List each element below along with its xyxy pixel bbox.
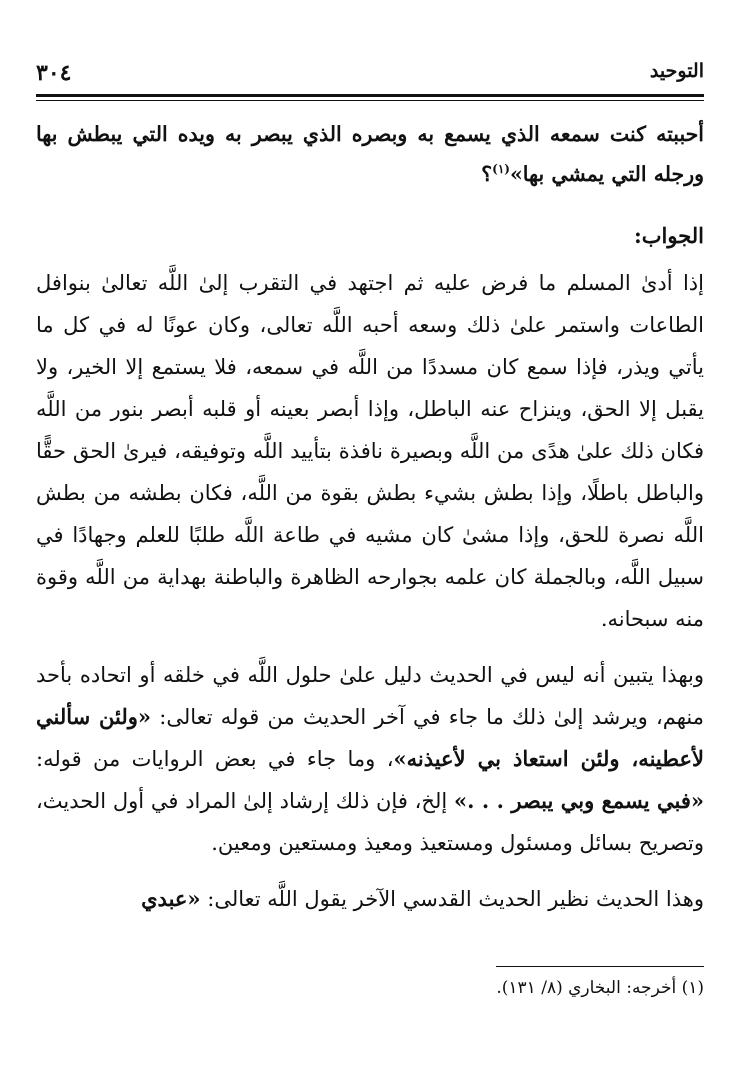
para2-mid: ، وما جاء في بعض الروايات من قوله: <box>36 747 394 771</box>
answer-paragraph-1: إذا أدىٰ المسلم ما فرض عليه ثم اجتهد في التقرب إلىٰ اللَّه تعالىٰ بنوافل الطاعات واستمر علىٰ ذلك وسعه أحبه اللَّه تعالى، وكان عونًا له في كل ما يأتي ويذر، فإذا سمع كان مسددًا من اللَّه في سمعه، فلا يستمع إلا الخير، ولا يقبل إلا الحق، وينزاح عنه الباطل، وإذا أبصر بعينه أو قلبه أبصر بنور من اللَّه فكان ذلك علىٰ هدًى من اللَّه وبصيرة نافذة بتأييد اللَّه وتوفيقه، فيرىٰ الحق حقًّا والباطل باطلًا، وإذا بطش بشيء بطش بقوة من اللَّه، فكان بطشه من بطش اللَّه نصرة للحق، وإذا مشىٰ كان مشيه في طاعة اللَّه طلبًا للعلم وجهادًا في سبيل اللَّه، وبالجملة كان علمه بجوارحه الظاهرة والباطنة بهداية من اللَّه وقوة منه سبحانه. <box>36 271 704 631</box>
header-rule-thin <box>36 100 704 101</box>
header-rule-thick <box>36 94 704 97</box>
para3-quote: «عبدي <box>141 886 201 911</box>
para3-text: وهذا الحديث نظير الحديث القدسي الآخر يقول اللَّه تعالى: <box>200 887 704 911</box>
para2-intro: وبهذا يتبين أنه ليس في الحديث دليل علىٰ حلول اللَّه في خلقه أو اتحاده بأحد منهم، ويرشد إلىٰ ذلك ما جاء في آخر الحديث من قوله تعالى: <box>36 663 704 729</box>
quote-paragraph <box>36 114 704 194</box>
para2-end: إلخ، فإن ذلك إرشاد إلىٰ المراد في أول الحديث، وتصريح بسائل ومسئول ومستعيذ ومعيذ ومستعين ومعين. <box>36 789 704 855</box>
para2-quote-1: «ولئن سألني لأعطينه، ولئن استعاذ بي لأعيذنه» <box>36 704 704 771</box>
page-header <box>36 60 704 90</box>
footnote-ref[interactable]: (١) <box>492 162 510 177</box>
page-body <box>36 112 704 920</box>
footnote-1: (١) أخرجه: البخاري (٨/ ١٣١). <box>496 978 704 998</box>
page-number: ٣٠٤ <box>36 60 72 86</box>
answer-paragraph-3 <box>36 878 704 920</box>
quote-text: أحببته كنت سمعه الذي يسمع به وبصره الذي يبصر به ويده التي يبطش بها ورجله التي يمشي بها» <box>36 122 704 186</box>
para2-quote-2: «فبي يسمع وبي يبصر . . .» <box>454 788 704 813</box>
answer-heading: الجواب: <box>634 223 704 248</box>
quote-tail: ؟ <box>481 162 493 186</box>
footnote-separator <box>496 966 704 967</box>
running-title: التوحيد <box>649 60 704 82</box>
answer-paragraph-2 <box>36 654 704 864</box>
